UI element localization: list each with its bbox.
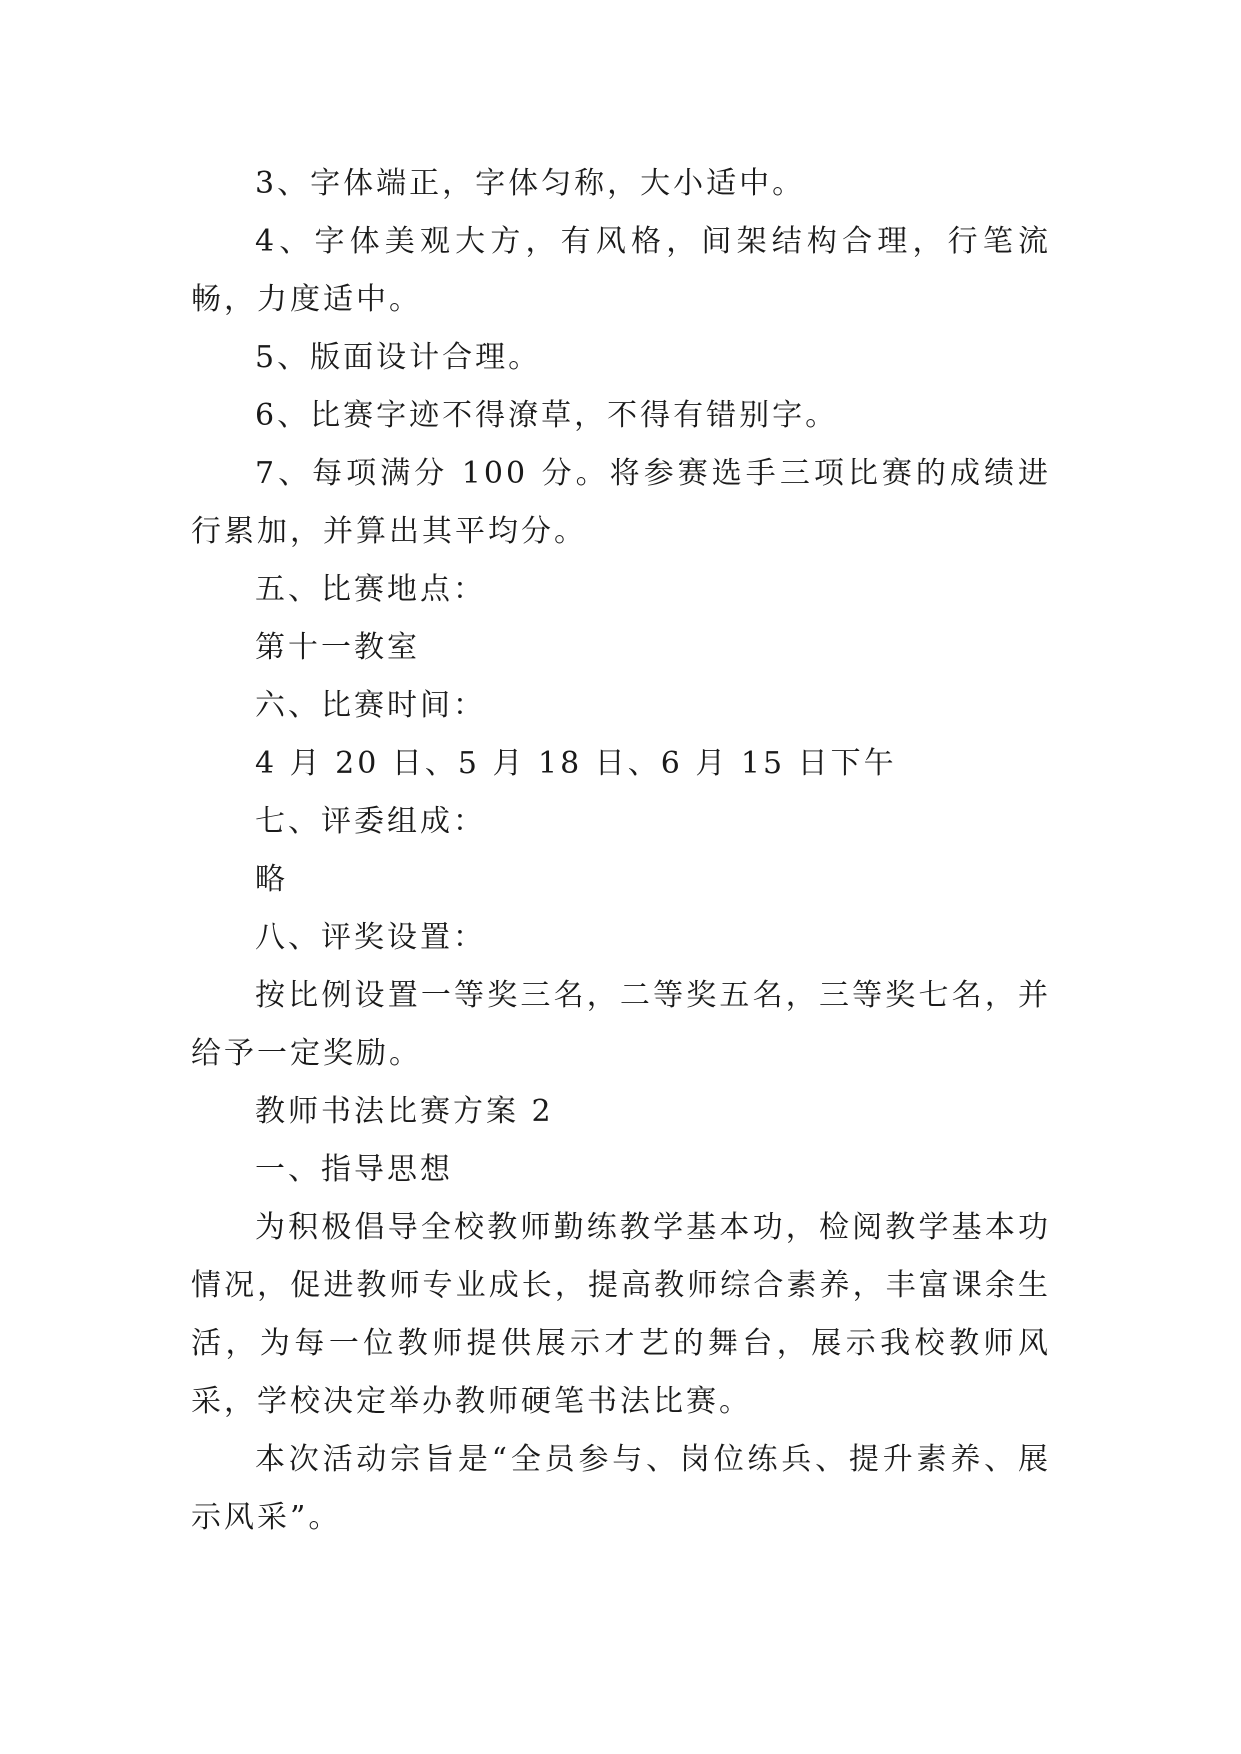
paragraph-time: 4 月 20 日、5 月 18 日、6 月 15 日下午 — [255, 746, 897, 781]
paragraph-criteria-3: 3、字体端正，字体匀称，大小适中。 — [255, 166, 806, 201]
paragraph-awards: 按比例设置一等奖三名，二等奖五名，三等奖七名，并给予一定奖励。 — [191, 978, 1051, 1071]
section-heading-location: 五、比赛地点： — [255, 572, 486, 607]
document-subtitle: 教师书法比赛方案 2 — [255, 1094, 554, 1129]
section-heading-judges: 七、评委组成： — [255, 804, 486, 839]
paragraph-criteria-7: 7、每项满分 100 分。将参赛选手三项比赛的成绩进行累加，并算出其平均分。 — [191, 456, 1051, 549]
document-body — [191, 155, 1051, 1547]
section-heading-time: 六、比赛时间： — [255, 688, 486, 723]
paragraph-criteria-4: 4、字体美观大方，有风格，间架结构合理，行笔流畅，力度适中。 — [191, 224, 1051, 317]
paragraph-location: 第十一教室 — [255, 630, 420, 665]
section-heading-guiding-thought: 一、指导思想 — [255, 1152, 453, 1187]
paragraph-activity-purpose: 本次活动宗旨是“全员参与、岗位练兵、提升素养、展示风采”。 — [191, 1442, 1051, 1535]
paragraph-guiding-thought: 为积极倡导全校教师勤练教学基本功，检阅教学基本功情况，促进教师专业成长，提高教师综合素养，丰富课余生活，为每一位教师提供展示才艺的舞台，展示我校教师风采，学校决定举办教师硬笔书法比赛。 — [191, 1210, 1051, 1419]
section-heading-awards: 八、评奖设置： — [255, 920, 486, 955]
paragraph-criteria-5: 5、版面设计合理。 — [255, 340, 542, 375]
paragraph-judges: 略 — [255, 862, 288, 897]
paragraph-criteria-6: 6、比赛字迹不得潦草，不得有错别字。 — [255, 398, 839, 433]
